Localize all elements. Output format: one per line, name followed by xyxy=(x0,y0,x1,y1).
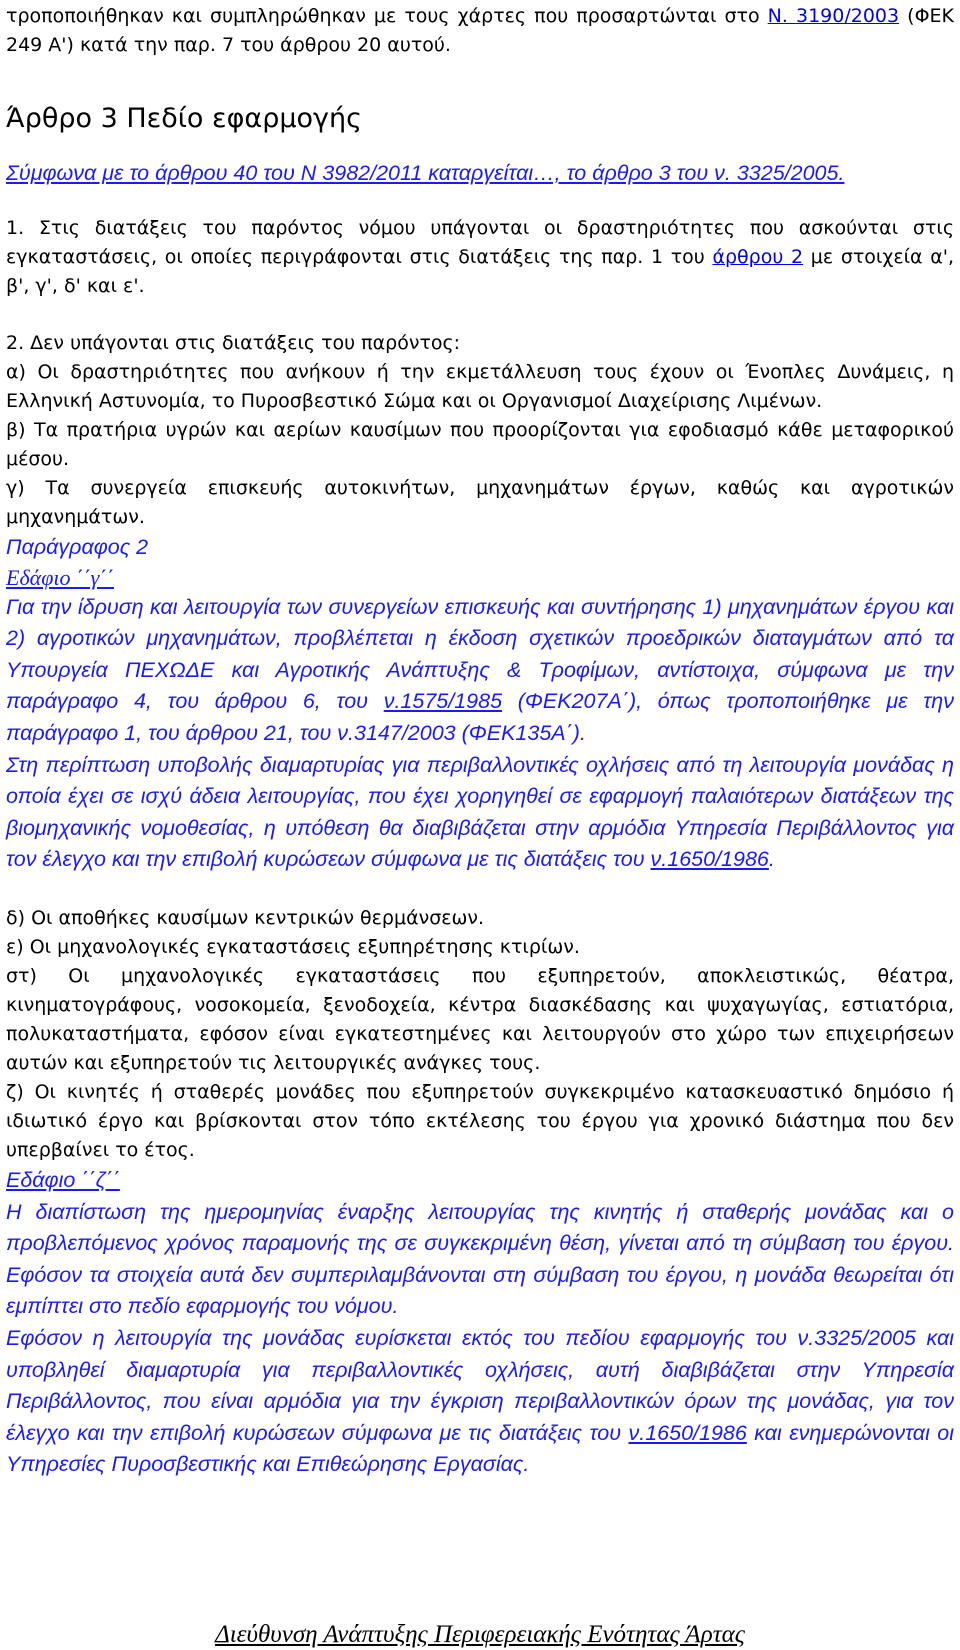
note-paragraph-label: Παράγραφος 2 xyxy=(6,535,149,559)
paragraph-2-item-st: στ) Οι μηχανολογικές εγκαταστάσεις που εξυπηρετούν, αποκλειστικώς, θέατρα, κινηματογράφους, νοσοκομεία, ξενοδοχεία, κέντρα διασκέδασης και ψυχαγωγίας, εστιατόρια, πολυκαταστήματα, εφόσον είναι εγκατεστημένες και λειτουργούν στο χώρο των επιχειρήσεων αυτών και εξυπηρετούν τις λειτουργικές ανάγκες τους. xyxy=(6,964,954,1074)
note-c-text-2-end: . xyxy=(768,847,775,872)
note-z-text-2-start: Εφόσον η λειτουργία της μονάδας ευρίσκεται εκτός του πεδίου εφαρμογής του ν.3325/2005 και υποβληθεί διαμαρτυρία για περιβαλλοντικές οχλήσεις, αυτή διαβιβάζεται στην Υπηρεσία Περιβάλλοντος, που είναι αρμόδια για την έγκριση περιβαλλοντικών όρων της μονάδας, για τον έλεγχο και την επιβολή κυρώσεων σύμφωνα με τις διατάξεις του xyxy=(6,1325,954,1445)
note-subparagraph-label: Εδάφιο ΄΄γ΄΄ xyxy=(6,564,114,590)
note-subparagraph-label-wrap xyxy=(6,564,954,592)
paragraph-2-item-b: β) Τα πρατήρια υγρών και αερίων καυσίμων που προορίζονται για εφοδιασμό κάθε μεταφορικού μέσου. xyxy=(6,419,954,470)
note-z-text-2 xyxy=(6,1323,954,1481)
paragraph-2-item-z: ζ) Οι κινητές ή σταθερές μονάδες που εξυπηρετούν συγκεκριμένο κατασκευαστικό δημόσιο ή ιδιωτικό έργο και βρίσκονται στον τόπο εκτέλεσης του έργου για χρονικό διάστημα που δεν υπερβαίνει το έτος. xyxy=(6,1080,954,1161)
paragraph-1-text-start: 1. Στις διατάξεις του παρόντος νόμου υπάγονται οι δραστηριότητες που ασκούνται στις εγκαταστάσεις, οι οποίες περιγράφονται στις διατάξεις της παρ. 1 του xyxy=(6,217,954,268)
law-1650-1986-link-2[interactable]: ν.1650/1986 xyxy=(628,1420,747,1445)
law-1650-1986-link-1[interactable]: ν.1650/1986 xyxy=(650,847,769,872)
paragraph-2-item-d: δ) Οι αποθήκες καυσίμων κεντρικών θερμάνσεων. xyxy=(6,906,485,929)
note-c-text-1-start: Για την ίδρυση και λειτουργία των συνεργείων επισκευής και συντήρησης 1) μηχανημάτων έργου και 2) αγροτικών μηχανημάτων, προβλέπεται η έκδοση σχετικών προεδρικών διαταγμάτων από τα Υπουργεία ΠΕΧΩΔΕ και Αγροτικής Ανάπτυξης & Τροφίμων, αντίστοιχα, σύμφωνα με την παράγραφο 4, του άρθρου 6, του xyxy=(6,594,954,714)
paragraph-1-text-end: με στοιχεία α', β', γ', δ' και ε'. xyxy=(6,246,954,297)
paragraph-2 xyxy=(6,329,954,532)
note-c-text-1-end: (ΦΕΚ207Α΄), όπως τροποποιήθηκε με την παράγραφο 1, του άρθρου 21, του ν.3147/2003 (ΦΕΚ135Α΄). xyxy=(6,689,954,745)
intro-paragraph xyxy=(6,2,954,60)
paragraph-2-item-e: ε) Οι μηχανολογικές εγκαταστάσεις εξυπηρέτησης κτιρίων. xyxy=(6,935,580,958)
intro-text-end: (ΦΕΚ 249 Α') κατά την παρ. 7 του άρθρου 20 αυτού. xyxy=(6,5,955,56)
intro-text-start: τροποποιήθηκαν και συμπληρώθηκαν με τους χάρτες που προσαρτώνται στο xyxy=(6,5,768,27)
note-c-text-2 xyxy=(6,750,954,876)
note-subparagraph-z xyxy=(6,1165,954,1481)
paragraph-2-item-a: α) Οι δραστηριότητες που ανήκουν ή την εκμετάλλευση τους έχουν οι Ένοπλες Δυνάμεις, η Ελληνική Αστυνομία, το Πυροσβεστικό Σώμα και οι Οργανισμοί Διαχείρισης Λιμένων. xyxy=(6,361,954,412)
paragraph-1 xyxy=(6,214,954,301)
note-c-text-2-start: Στη περίπτωση υποβολής διαμαρτυρίας για περιβαλλοντικές οχλήσεις από τη λειτουργία μονάδας η οποία έχει σε ισχύ άδεια λειτουργίας, που έχει χορηγηθεί σε εφαρμογή παλαιότερων διατάξεων της βιομηχανικής νομοθεσίας, η υπόθεση θα διαβιβάζεται στην αρμόδια Υπηρεσία Περιβάλλοντος για τον έλεγχο και την επιβολή κυρώσεων σύμφωνα με τις διατάξεις του xyxy=(6,752,954,872)
note-z-label-wrap xyxy=(6,1165,954,1197)
note-z-text-2-end: και ενημερώνονται οι Υπηρεσίες Πυροσβεστικής και Επιθεώρησης Εργασίας. xyxy=(6,1420,954,1477)
law-1575-1985-link[interactable]: ν.1575/1985 xyxy=(383,689,503,714)
article-2-link[interactable]: άρθρου 2 xyxy=(712,246,804,268)
note-z-text-1: Η διαπίστωση της ημερομηνίας έναρξης λειτουργίας της κινητής ή σταθερής μονάδας και ο προβλεπόμενος χρόνος παραμονής της σε συγκεκριμένη θέση, γίνεται από τη σύμβαση του έργου. Εφόσον τα στοιχεία αυτά δεν συμπεριλαμβάνονται στη σύμβαση του έργου, η μονάδα θεωρείται ότι εμπίπτει στο πεδίο εφαρμογής του νόμου. xyxy=(6,1199,954,1319)
note-z-subparagraph-label: Εδάφιο ΄΄ζ΄΄ xyxy=(6,1167,120,1192)
law-3190-2003-link[interactable]: Ν. 3190/2003 xyxy=(767,5,900,27)
paragraph-2-item-c: γ) Τα συνεργεία επισκευής αυτοκινήτων, μηχανημάτων έργων, καθώς και αγροτικών μηχανημάτων. xyxy=(6,477,954,528)
article-heading: Άρθρο 3 Πεδίο εφαρμογής xyxy=(6,103,362,134)
note-subparagraph-c xyxy=(6,532,954,876)
footer-department: Διεύθυνση Ανάπτυξης Περιφερειακής Ενότητας Άρτας xyxy=(215,1621,745,1648)
paragraph-2-continued xyxy=(6,904,954,1165)
paragraph-2-intro: 2. Δεν υπάγονται στις διατάξεις του παρόντος: xyxy=(6,332,461,354)
note-c-text-1 xyxy=(6,592,954,750)
article-repeal-note: Σύμφωνα με το άρθρου 40 του Ν 3982/2011 καταργείται…, το άρθρο 3 του ν. 3325/2005. xyxy=(6,161,845,185)
